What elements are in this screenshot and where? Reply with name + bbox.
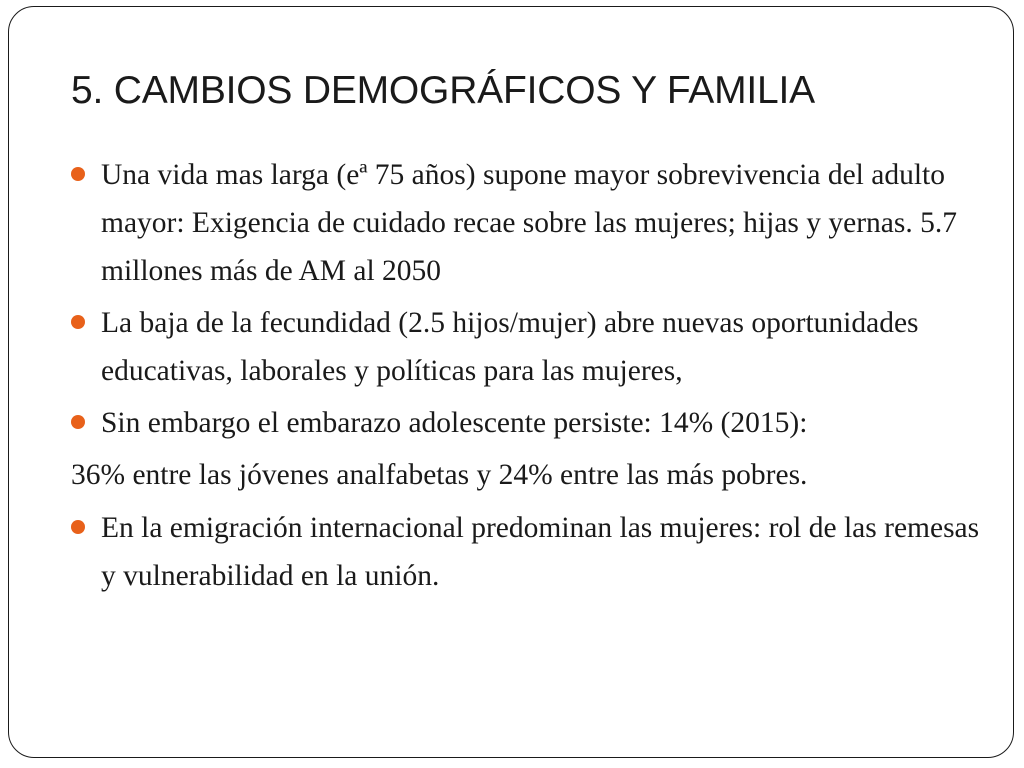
bullet-text: La baja de la fecundidad (2.5 hijos/mujer) abre nuevas oportunidades educativas, laborales y políticas para las mujeres, bbox=[101, 307, 919, 387]
bullet-text: En la emigración internacional predominan las mujeres: rol de las remesas y vulnerabilidad en la unión. bbox=[101, 512, 980, 592]
slide-body bbox=[71, 151, 991, 604]
bullet-text: Una vida mas larga (eª 75 años) supone mayor sobrevivencia del adulto mayor: Exigencia de cuidado recae sobre las mujeres; hijas y yernas. 5.7 millones más de AM al 2050 bbox=[101, 159, 958, 287]
slide-frame bbox=[8, 6, 1014, 758]
continuation-line: 36% entre las jóvenes analfabetas y 24% entre las más pobres. bbox=[71, 459, 808, 491]
bullet-text: Sin embargo el embarazo adolescente persiste: 14% (2015): bbox=[101, 407, 808, 439]
bullet-dot-icon bbox=[71, 520, 85, 534]
bullet-item bbox=[71, 299, 991, 395]
bullet-item bbox=[71, 399, 991, 447]
slide-title: 5. CAMBIOS DEMOGRÁFICOS Y FAMILIA bbox=[71, 69, 815, 112]
bullet-dot-icon bbox=[71, 167, 85, 181]
bullet-dot-icon bbox=[71, 415, 85, 429]
bullet-item bbox=[71, 504, 991, 600]
bullet-item bbox=[71, 151, 991, 295]
bullet-dot-icon bbox=[71, 315, 85, 329]
